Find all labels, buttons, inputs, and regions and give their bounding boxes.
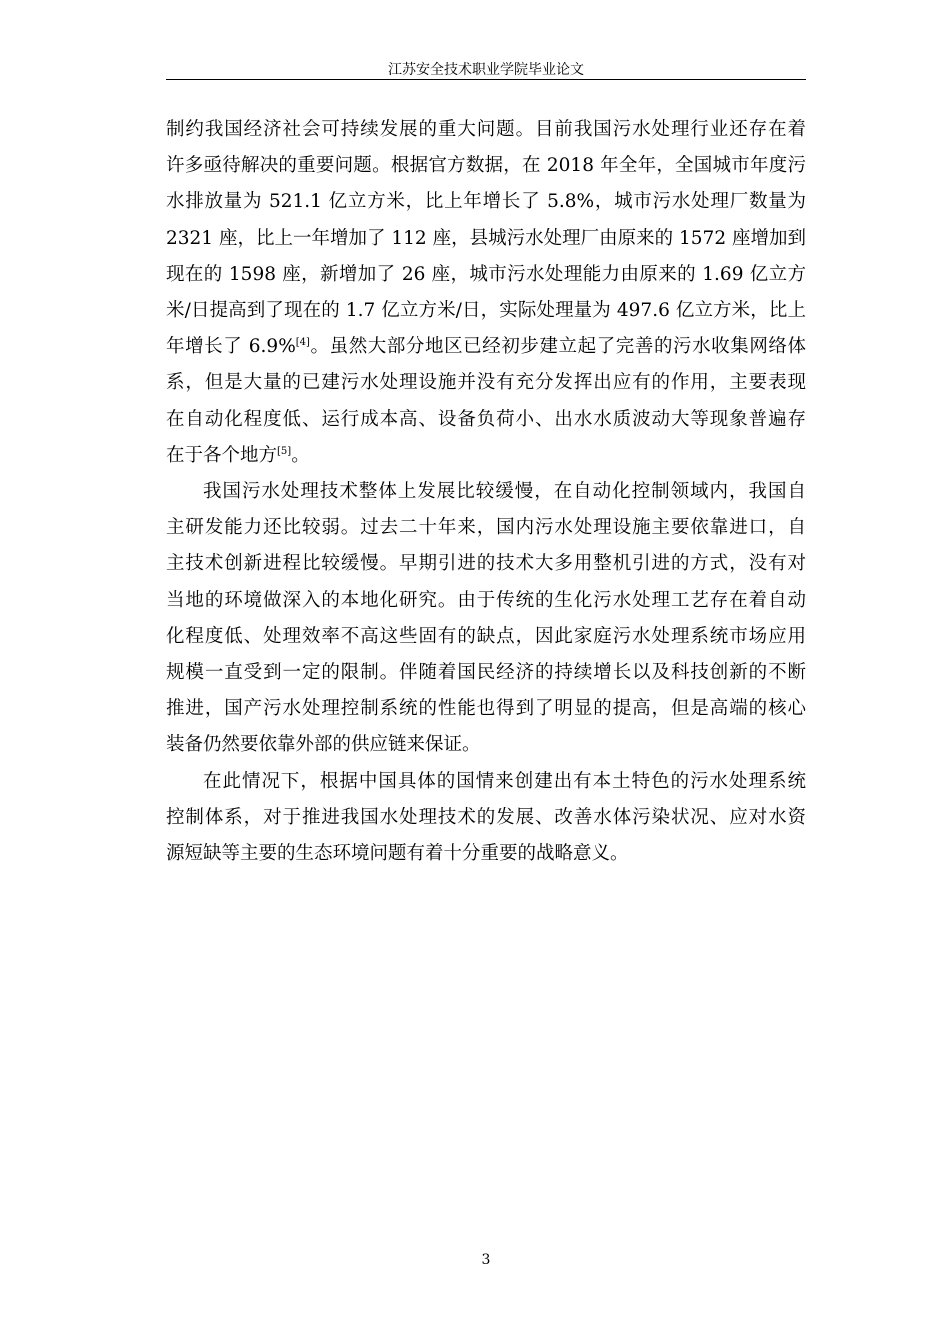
paragraph-2: [166, 474, 806, 764]
citation-5: [5]: [277, 445, 292, 457]
paragraph-3: [166, 764, 806, 873]
text-line: 现在的 1598 座，新增加了 26 座，城市污水处理能力由原来的 1.69 亿立方: [166, 263, 806, 285]
text-line: 在此情况下，根据中国具体的国情来创建出有本土特色的污水处理系统: [203, 770, 806, 792]
text-line: 系，但是大量的已建污水处理设施并没有充分发挥出应有的作用，主要表现: [166, 372, 806, 394]
text-line: 当地的环境做深入的本地化研究。由于传统的生化污水处理工艺存在着自动: [166, 589, 806, 611]
text-line: 在于各个地方[5]。: [166, 444, 310, 466]
text-line: 主研发能力还比较弱。过去二十年来，国内污水处理设施主要依靠进口，自: [166, 517, 806, 539]
text-line: 许多亟待解决的重要问题。根据官方数据，在 2018 年全年，全国城市年度污: [166, 155, 806, 177]
text-line: 规模一直受到一定的限制。伴随着国民经济的持续增长以及科技创新的不断: [166, 662, 806, 684]
text-line: 水排放量为 521.1 亿立方米，比上年增长了 5.8%，城市污水处理厂数量为: [166, 191, 806, 213]
text-line: 装备仍然要依靠外部的供应链来保证。: [166, 734, 481, 756]
text-line: 我国污水处理技术整体上发展比较缓慢，在自动化控制领域内，我国自: [203, 481, 806, 503]
text-line: 推进，国产污水处理控制系统的性能也得到了明显的提高，但是高端的核心: [166, 698, 806, 720]
body-text: [166, 112, 806, 872]
text-line: 在自动化程度低、运行成本高、设备负荷小、出水水质波动大等现象普遍存: [166, 408, 806, 430]
text-line: 米/日提高到了现在的 1.7 亿立方米/日，实际处理量为 497.6 亿立方米，比上: [166, 300, 806, 322]
text-line: 源短缺等主要的生态环境问题有着十分重要的战略意义。: [166, 843, 629, 865]
text-line: 制约我国经济社会可持续发展的重大问题。目前我国污水处理行业还存在着: [166, 119, 806, 140]
text-line: 化程度低、处理效率不高这些固有的缺点，因此家庭污水处理系统市场应用: [166, 625, 806, 647]
page-number: 3: [481, 1252, 491, 1268]
text-line: 年增长了 6.9%[4]。虽然大部分地区已经初步建立起了完善的污水收集网络体: [166, 336, 806, 358]
text-line: 控制体系，对于推进我国水处理技术的发展、改善水体污染状况、应对水资: [166, 806, 806, 828]
text-line: 主技术创新进程比较缓慢。早期引进的技术大多用整机引进的方式，没有对: [166, 553, 806, 575]
citation-4: [4]: [295, 337, 310, 349]
page-header: 江苏安全技术职业学院毕业论文: [388, 62, 584, 78]
header-rule: [166, 79, 806, 80]
paragraph-1: [166, 112, 806, 474]
text-line: 2321 座，比上一年增加了 112 座，县城污水处理厂由原来的 1572 座增加到: [166, 227, 806, 249]
